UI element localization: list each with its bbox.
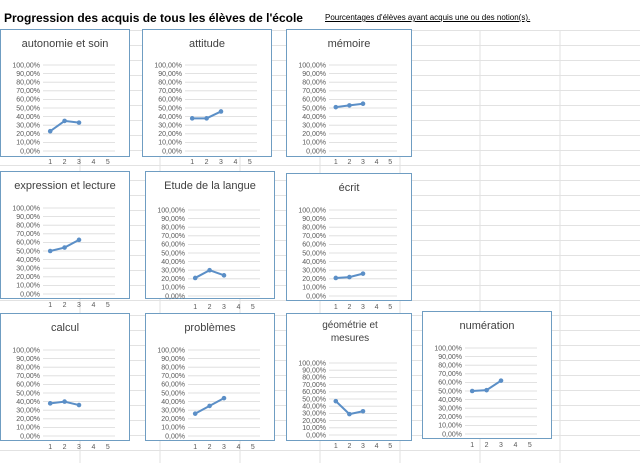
y-tick-label: 20,00% [158,131,182,139]
data-point [193,276,198,281]
chart-6[interactable] [286,173,412,311]
x-tick-label: 3 [77,302,81,309]
y-tick-label: 80,00% [161,364,185,372]
chart-10[interactable] [422,311,552,449]
y-tick-label: 70,00% [16,88,40,96]
x-tick-label: 2 [62,302,67,309]
x-tick-label: 3 [361,159,365,166]
x-tick-label: 2 [204,159,209,166]
chart-title: calcul [50,322,80,334]
chart-7[interactable] [0,313,130,451]
chart-title: géométrie et mesures [322,320,378,344]
y-tick-label: 40,00% [16,398,40,406]
y-tick-label: 70,00% [161,233,185,241]
data-point [204,116,209,121]
x-tick-label: 1 [193,304,198,311]
x-tick-label: 1 [48,302,53,309]
chart-plot [1,314,131,451]
y-tick-label: 80,00% [302,79,326,87]
data-point [77,403,82,408]
x-tick-label: 3 [77,159,81,166]
y-tick-label: 80,00% [16,79,40,87]
y-tick-label: 100,00% [298,207,326,215]
y-tick-label: 0,00% [306,293,326,301]
y-tick-label: 80,00% [438,362,462,370]
x-tick-label: 5 [105,159,110,166]
data-point [347,412,352,417]
x-tick-label: 4 [374,443,379,450]
y-tick-label: 40,00% [16,256,40,264]
chart-title: problèmes [184,322,236,334]
x-tick-label: 4 [513,442,518,449]
y-tick-label: 50,00% [158,105,182,113]
y-tick-label: 0,00% [442,431,462,439]
x-tick-label: 1 [190,159,195,166]
y-tick-label: 30,00% [16,407,40,415]
y-tick-label: 100,00% [298,360,326,368]
data-point [190,116,195,121]
y-tick-label: 0,00% [165,433,185,441]
y-tick-label: 100,00% [298,62,326,70]
chart-1[interactable] [0,29,130,166]
y-tick-label: 40,00% [161,258,185,266]
y-tick-label: 100,00% [154,62,182,70]
chart-title: écrit [338,182,360,194]
y-tick-label: 60,00% [302,389,326,397]
y-tick-label: 60,00% [302,241,326,249]
data-point [334,276,339,281]
y-tick-label: 50,00% [438,388,462,396]
x-tick-label: 5 [105,444,110,451]
chart-plot [1,172,131,309]
y-tick-label: 90,00% [302,367,326,375]
y-tick-label: 70,00% [16,231,40,239]
y-tick-label: 30,00% [302,267,326,275]
y-tick-label: 40,00% [158,113,182,121]
data-point [484,388,489,393]
y-tick-label: 60,00% [302,96,326,104]
data-point [499,378,504,383]
y-tick-label: 100,00% [434,345,462,353]
y-tick-label: 10,00% [161,424,185,432]
data-point [207,268,212,273]
chart-4[interactable] [0,171,130,309]
chart-plot [146,172,276,311]
y-tick-label: 60,00% [161,381,185,389]
x-tick-label: 3 [222,304,226,311]
y-tick-label: 30,00% [16,265,40,273]
x-tick-label: 3 [361,304,365,311]
data-point [334,105,339,110]
y-tick-label: 60,00% [161,241,185,249]
data-point [222,273,227,278]
y-tick-label: 0,00% [165,293,185,301]
x-tick-label: 2 [207,444,212,451]
y-tick-label: 100,00% [157,347,185,355]
y-tick-label: 20,00% [438,414,462,422]
x-tick-label: 5 [388,159,393,166]
y-tick-label: 70,00% [302,233,326,241]
y-tick-label: 80,00% [302,374,326,382]
x-tick-label: 2 [347,159,352,166]
x-tick-label: 3 [77,444,81,451]
y-tick-label: 80,00% [161,224,185,232]
chart-8[interactable] [145,313,275,451]
y-tick-label: 60,00% [158,96,182,104]
sheet-title[interactable]: Progression des acquis de tous les élèves de l'école [4,11,303,25]
x-tick-label: 3 [219,159,223,166]
y-tick-label: 50,00% [161,250,185,258]
y-tick-label: 0,00% [162,148,182,156]
x-tick-label: 4 [374,159,379,166]
chart-plot [143,30,273,166]
data-point [193,411,198,416]
chart-plot [287,314,413,450]
data-point [222,396,227,401]
x-tick-label: 5 [247,159,252,166]
y-tick-label: 90,00% [302,70,326,78]
x-tick-label: 2 [62,444,67,451]
y-tick-label: 20,00% [161,416,185,424]
y-tick-label: 50,00% [16,105,40,113]
y-tick-label: 60,00% [16,381,40,389]
x-tick-label: 2 [347,304,352,311]
data-point [470,389,475,394]
y-tick-label: 10,00% [16,282,40,290]
y-tick-label: 50,00% [302,396,326,404]
x-tick-label: 4 [236,304,241,311]
y-tick-label: 50,00% [302,105,326,113]
x-tick-label: 4 [91,159,96,166]
y-tick-label: 0,00% [306,148,326,156]
chart-title: mémoire [327,38,371,50]
chart-plot [1,30,131,166]
y-tick-label: 10,00% [302,139,326,147]
x-tick-label: 5 [527,442,532,449]
y-tick-label: 10,00% [161,284,185,292]
x-tick-label: 1 [48,159,53,166]
y-tick-label: 10,00% [16,139,40,147]
data-point [77,120,82,125]
y-tick-label: 20,00% [302,276,326,284]
y-tick-label: 60,00% [16,96,40,104]
data-point [62,399,67,404]
chart-title: attitude [188,38,226,50]
y-tick-label: 80,00% [16,364,40,372]
y-tick-label: 20,00% [161,276,185,284]
x-tick-label: 4 [236,444,241,451]
x-tick-label: 2 [347,443,352,450]
y-tick-label: 30,00% [161,267,185,275]
chart-9[interactable] [286,313,412,450]
y-tick-label: 100,00% [12,205,40,213]
y-tick-label: 20,00% [16,274,40,282]
y-tick-label: 30,00% [161,407,185,415]
y-tick-label: 50,00% [16,390,40,398]
y-tick-label: 20,00% [16,131,40,139]
y-tick-label: 10,00% [158,139,182,147]
y-tick-label: 40,00% [16,113,40,121]
x-tick-label: 1 [333,304,338,311]
y-tick-label: 70,00% [161,373,185,381]
data-point [361,271,366,276]
y-tick-label: 30,00% [16,122,40,130]
data-point [62,245,67,250]
y-tick-label: 10,00% [16,424,40,432]
chart-title: numération [459,320,515,332]
y-tick-label: 0,00% [306,432,326,440]
sheet-note[interactable]: Pourcentages d'élèves ayant acquis une ou des notion(s). [325,13,531,22]
x-tick-label: 5 [105,302,110,309]
chart-plot [287,30,413,166]
y-tick-label: 50,00% [302,250,326,258]
y-tick-label: 40,00% [161,398,185,406]
y-tick-label: 90,00% [161,355,185,363]
y-tick-label: 30,00% [302,122,326,130]
data-point [361,101,366,106]
y-tick-label: 90,00% [16,355,40,363]
y-tick-label: 50,00% [161,390,185,398]
y-tick-label: 90,00% [302,215,326,223]
x-tick-label: 1 [193,444,198,451]
y-tick-label: 70,00% [16,373,40,381]
y-tick-label: 30,00% [158,122,182,130]
y-tick-label: 100,00% [12,62,40,70]
y-tick-label: 40,00% [302,113,326,121]
y-tick-label: 20,00% [302,417,326,425]
x-tick-label: 5 [388,443,393,450]
chart-plot [146,314,276,451]
x-tick-label: 2 [207,304,212,311]
data-point [334,399,339,404]
y-tick-label: 30,00% [302,410,326,418]
y-tick-label: 80,00% [16,222,40,230]
chart-2[interactable] [142,29,272,166]
chart-3[interactable] [286,29,412,166]
y-tick-label: 10,00% [438,422,462,430]
x-tick-label: 4 [233,159,238,166]
y-tick-label: 40,00% [302,403,326,411]
y-tick-label: 70,00% [302,381,326,389]
y-tick-label: 0,00% [20,148,40,156]
x-tick-label: 5 [250,444,255,451]
x-tick-label: 4 [374,304,379,311]
data-point [347,103,352,108]
data-point [48,249,53,254]
y-tick-label: 10,00% [302,284,326,292]
y-tick-label: 20,00% [16,416,40,424]
data-point [361,409,366,414]
y-tick-label: 0,00% [20,291,40,299]
chart-title: autonomie et soin [21,38,109,50]
y-tick-label: 90,00% [16,70,40,78]
x-tick-label: 1 [333,443,338,450]
data-point [219,109,224,114]
x-tick-label: 3 [222,444,226,451]
chart-title: expression et lecture [14,180,116,192]
x-tick-label: 5 [250,304,255,311]
data-point [207,404,212,409]
y-tick-label: 70,00% [438,371,462,379]
data-point [48,129,53,134]
y-tick-label: 90,00% [16,213,40,221]
x-tick-label: 1 [333,159,338,166]
x-tick-label: 1 [470,442,475,449]
y-tick-label: 70,00% [158,88,182,96]
y-tick-label: 100,00% [157,207,185,215]
y-tick-label: 70,00% [302,88,326,96]
chart-plot [423,312,553,449]
data-point [62,119,67,124]
y-tick-label: 90,00% [158,70,182,78]
x-tick-label: 1 [48,444,53,451]
x-tick-label: 4 [91,444,96,451]
y-tick-label: 80,00% [158,79,182,87]
data-point [347,275,352,280]
y-tick-label: 30,00% [438,405,462,413]
y-tick-label: 0,00% [20,433,40,441]
y-tick-label: 90,00% [438,353,462,361]
data-point [48,401,53,406]
x-tick-label: 2 [62,159,67,166]
y-tick-label: 10,00% [302,425,326,433]
chart-5[interactable] [145,171,275,311]
y-tick-label: 80,00% [302,224,326,232]
y-tick-label: 60,00% [438,379,462,387]
x-tick-label: 5 [388,304,393,311]
x-tick-label: 4 [91,302,96,309]
y-tick-label: 20,00% [302,131,326,139]
chart-title: Etude de la langue [164,180,256,192]
y-tick-label: 60,00% [16,239,40,247]
y-tick-label: 50,00% [16,248,40,256]
data-point [77,238,82,243]
x-tick-label: 3 [499,442,503,449]
y-tick-label: 40,00% [438,396,462,404]
chart-plot [287,174,413,311]
y-tick-label: 90,00% [161,215,185,223]
y-tick-label: 40,00% [302,258,326,266]
x-tick-label: 2 [484,442,489,449]
y-tick-label: 100,00% [12,347,40,355]
x-tick-label: 3 [361,443,365,450]
